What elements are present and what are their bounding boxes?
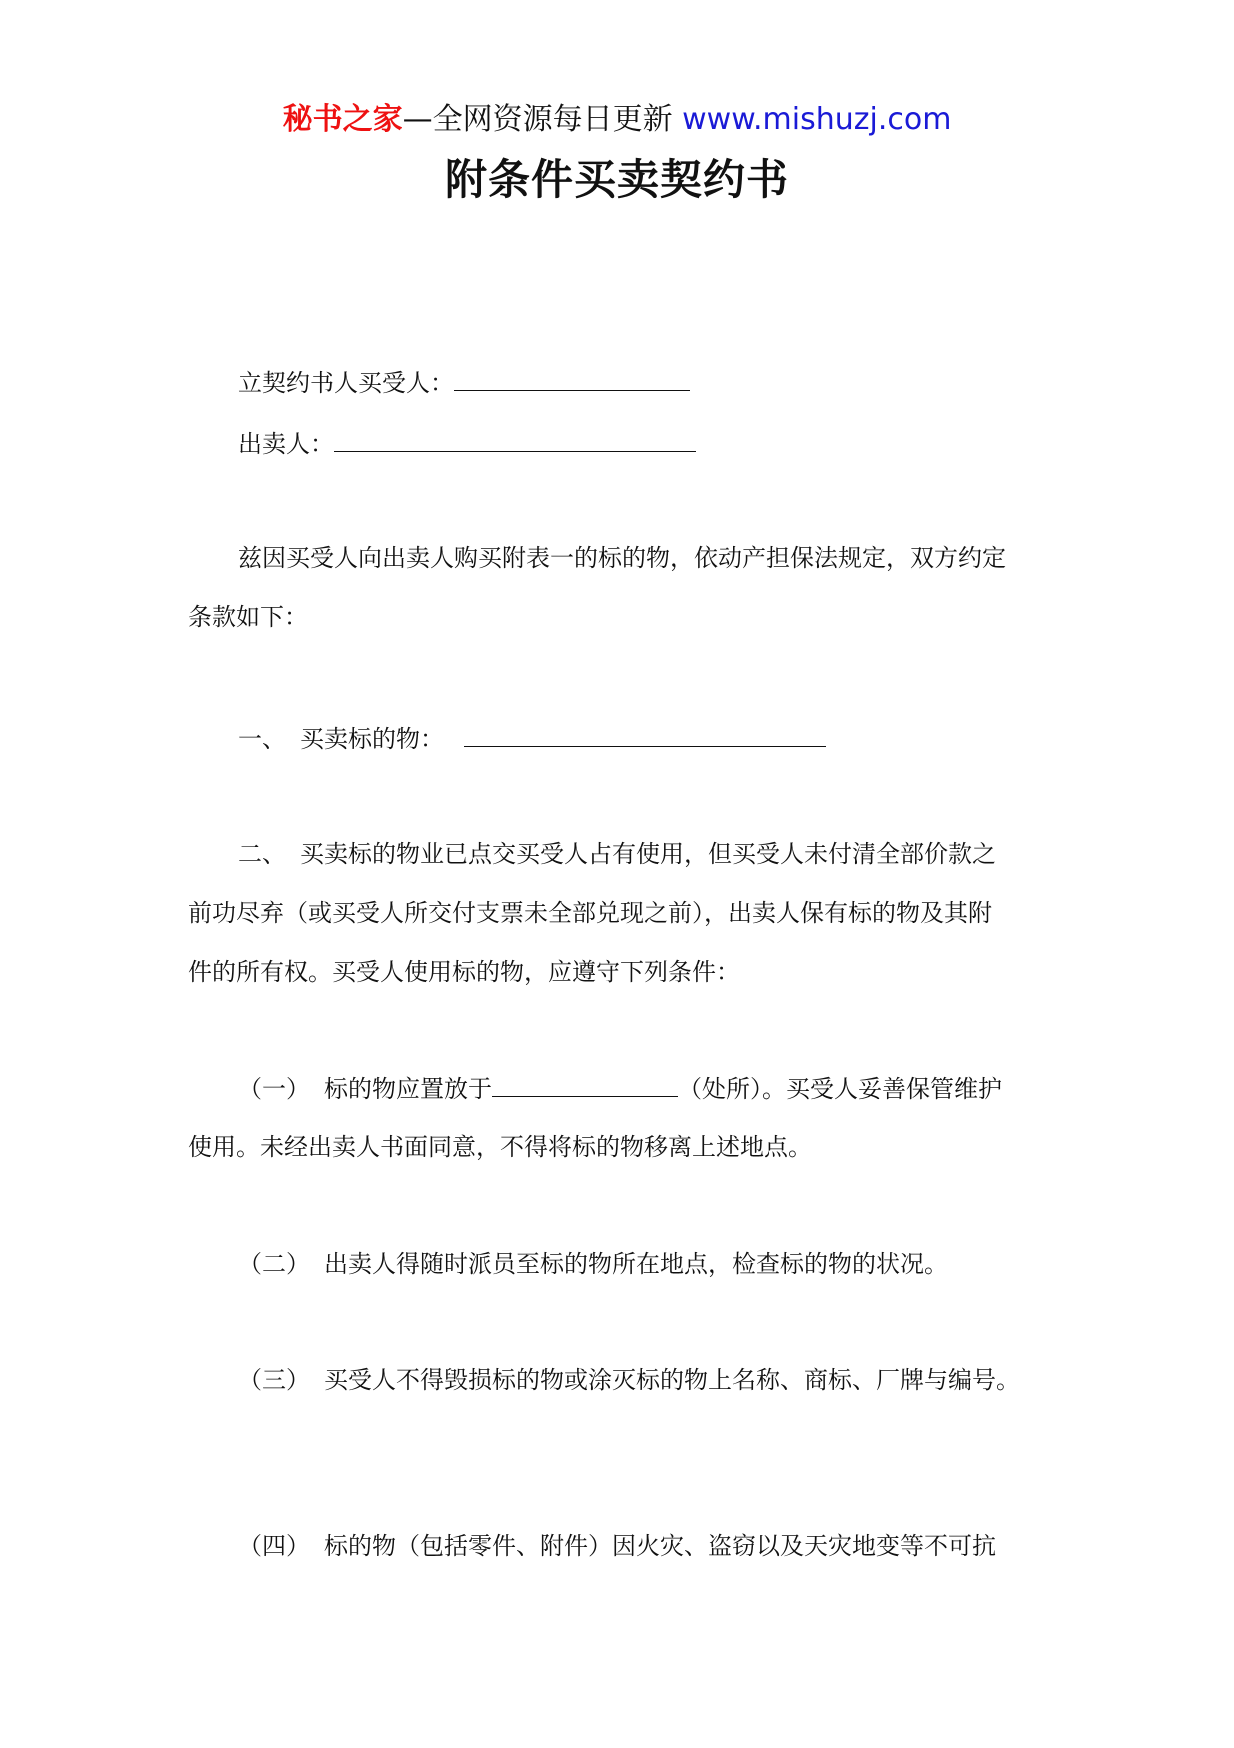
seller-line bbox=[238, 427, 696, 460]
sub-clause-3-number: （三） bbox=[238, 1366, 310, 1394]
location-blank[interactable] bbox=[492, 1072, 678, 1097]
sub-clause-4 bbox=[238, 1530, 996, 1562]
sub-clause-2 bbox=[238, 1248, 948, 1280]
sub-clause-3-text: 买受人不得毁损标的物或涂灭标的物上名称、商标、厂牌与编号。 bbox=[324, 1366, 1020, 1394]
sub-clause-1-line-1 bbox=[238, 1072, 1002, 1105]
sub-clause-3 bbox=[238, 1364, 1020, 1396]
intro-line-1: 兹因买受人向出卖人购买附表一的标的物，依动产担保法规定，双方约定 bbox=[238, 544, 1006, 572]
sub-clause-2-text: 出卖人得随时派员至标的物所在地点，检查标的物的状况。 bbox=[324, 1250, 948, 1278]
sub-clause-1-text-b: （处所）。买受人妥善保管维护 bbox=[678, 1075, 1002, 1103]
sub-clause-4-text: 标的物（包括零件、附件）因火灾、盗窃以及天灾地变等不可抗 bbox=[324, 1532, 996, 1560]
seller-label: 出卖人： bbox=[238, 430, 334, 458]
buyer-line bbox=[238, 366, 690, 399]
sub-clause-2-number: （二） bbox=[238, 1250, 310, 1278]
banner-tagline: —全网资源每日更新 bbox=[402, 102, 683, 137]
subject-matter-blank[interactable] bbox=[464, 722, 826, 747]
buyer-label: 立契约书人买受人： bbox=[238, 369, 454, 397]
site-url-link[interactable]: www.mishuzj.com bbox=[682, 102, 952, 137]
sub-clause-4-number: （四） bbox=[238, 1532, 310, 1560]
clause-1-number: 一、 bbox=[238, 725, 286, 753]
clause-2-line-3: 件的所有权。买受人使用标的物，应遵守下列条件： bbox=[188, 958, 740, 986]
clause-2-number: 二、 bbox=[238, 840, 286, 868]
document-title: 附条件买卖契约书 bbox=[444, 155, 789, 204]
site-banner bbox=[0, 100, 1234, 140]
sub-clause-1-text-a: 标的物应置放于 bbox=[324, 1075, 492, 1103]
clause-1 bbox=[238, 722, 826, 755]
clause-2-text-1: 买卖标的物业已点交买受人占有使用，但买受人未付清全部价款之 bbox=[300, 840, 996, 868]
intro-line-2: 条款如下： bbox=[188, 603, 308, 631]
clause-2-line-2: 前功尽弃（或买受人所交付支票未全部兑现之前），出卖人保有标的物及其附 bbox=[188, 899, 992, 927]
clause-1-text: 买卖标的物： bbox=[300, 725, 444, 753]
buyer-blank[interactable] bbox=[454, 366, 690, 391]
sub-clause-1-line-2: 使用。未经出卖人书面同意，不得将标的物移离上述地点。 bbox=[188, 1133, 812, 1161]
clause-2-line-1 bbox=[238, 838, 996, 870]
brand-name: 秘书之家 bbox=[282, 102, 403, 137]
seller-blank[interactable] bbox=[334, 427, 696, 452]
sub-clause-1-number: （一） bbox=[238, 1075, 310, 1103]
